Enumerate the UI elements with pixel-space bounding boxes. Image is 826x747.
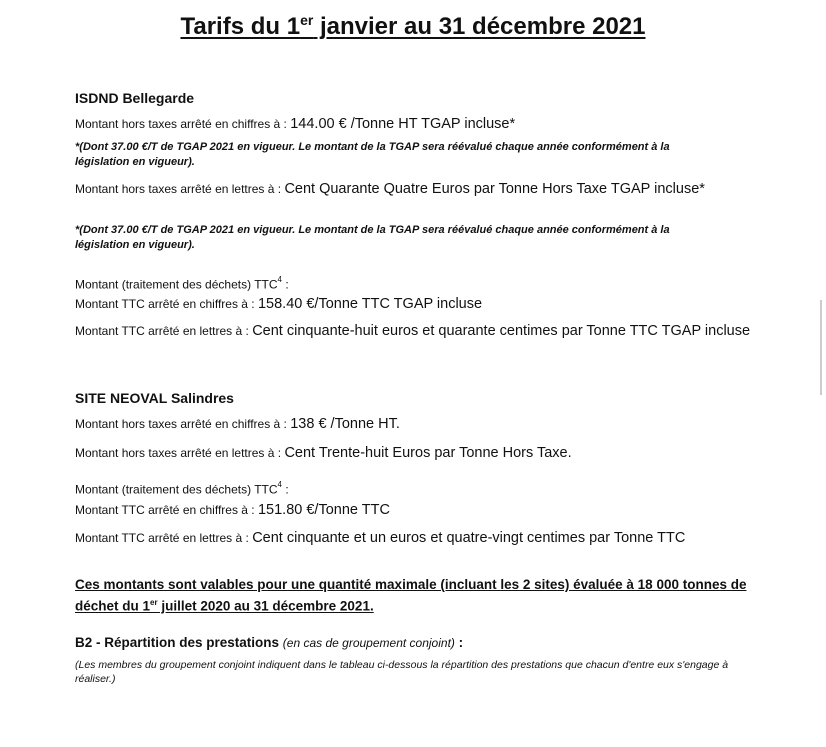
- site2-ttc-chiffres: [75, 500, 765, 520]
- validity-post: juillet 2020 au 31 décembre 2021.: [157, 598, 374, 614]
- site1-note1: *(Dont 37.00 €/T de TGAP 2021 en vigueur. Le montant de la TGAP sera réévalué chaque année conformément à la législation en vigueur).: [75, 141, 670, 168]
- site2-ttc-intro: [75, 475, 765, 499]
- site2-ht-chiffres-label: Montant hors taxes arrêté en chiffres à :: [75, 417, 291, 431]
- b2-heading-tail: :: [454, 635, 464, 650]
- site2-ht-chiffres: [75, 414, 765, 434]
- title-pre: Tarifs du 1: [180, 13, 301, 40]
- site1-ttc-chiffres: [75, 294, 765, 314]
- b2-heading: [75, 635, 463, 650]
- title-post: janvier au 31 décembre 2021: [313, 13, 646, 40]
- site2-heading: SITE NEOVAL Salindres: [75, 390, 234, 406]
- site1-ht-lettres: [75, 179, 755, 199]
- page-title: [0, 12, 826, 41]
- site2-ttc-lettres-value: Cent cinquante et un euros et quatre-vingt centimes par Tonne TTC: [252, 530, 686, 546]
- site2-ttc-chiffres-label: Montant TTC arrêté en chiffres à :: [75, 503, 258, 517]
- site1-ttc-lettres: [75, 321, 760, 341]
- site2-ht-lettres-label: Montant hors taxes arrêté en lettres à :: [75, 446, 285, 460]
- site1-ttc-chiffres-value: 158.40 €/Tonne TTC TGAP incluse: [257, 296, 483, 312]
- site1-ttc-intro-tail: :: [281, 277, 289, 292]
- site2-ht-lettres: [75, 443, 765, 463]
- site1-ttc-intro-sup: 4: [277, 275, 282, 284]
- site1-ht-lettres-value: Cent Quarante Quatre Euros par Tonne Hors Taxe TGAP incluse*: [284, 181, 705, 197]
- site1-heading: ISDND Bellegarde: [75, 90, 195, 106]
- site1-ht-chiffres-value: 144.00 € /Tonne HT TGAP incluse*: [290, 116, 516, 132]
- b2-note: (Les membres du groupement conjoint indiquent dans le tableau ci-dessous la répartition des prestations que chacun d'entre eux s'engage à réaliser.): [75, 659, 729, 685]
- site1-ht-lettres-label: Montant hors taxes arrêté en lettres à :: [75, 182, 285, 196]
- b2-heading-note: (en cas de groupement conjoint): [282, 636, 455, 650]
- validity-pre: Ces montants sont valables pour une quantité maximale (incluant les 2 sites) évaluée à 18 000 tonnes de déchet du 1: [75, 577, 747, 614]
- site1-ttc-intro-label: Montant (traitement des déchets) TTC: [75, 277, 278, 292]
- site1-ht-chiffres: [75, 114, 765, 134]
- validity-sup: er: [150, 598, 158, 607]
- site2-ttc-intro-sup: 4: [277, 480, 282, 489]
- site1-ttc-intro: [75, 270, 765, 294]
- site2-ttc-chiffres-value: 151.80 €/Tonne TTC: [257, 502, 390, 518]
- site2-ttc-lettres: [75, 528, 765, 548]
- title-sup: er: [300, 12, 314, 28]
- site2-ttc-intro-label: Montant (traitement des déchets) TTC: [75, 482, 278, 497]
- site2-ht-chiffres-value: 138 € /Tonne HT.: [290, 416, 400, 432]
- site2-ttc-intro-tail: :: [281, 482, 289, 497]
- title-text: [180, 13, 645, 40]
- site1-ht-chiffres-label: Montant hors taxes arrêté en chiffres à :: [75, 117, 291, 131]
- site1-ttc-chiffres-label: Montant TTC arrêté en chiffres à :: [75, 297, 258, 311]
- b2-heading-text: B2 - Répartition des prestations: [75, 635, 283, 650]
- validity-statement: [75, 576, 755, 616]
- scan-edge-mark: [820, 300, 822, 395]
- site1-note2: *(Dont 37.00 €/T de TGAP 2021 en vigueur. Le montant de la TGAP sera réévalué chaque année conformément à la législation en vigueur).: [75, 224, 670, 251]
- site1-ttc-lettres-label: Montant TTC arrêté en lettres à :: [75, 324, 253, 338]
- site1-ttc-lettres-value: Cent cinquante-huit euros et quarante centimes par Tonne TTC TGAP incluse: [252, 323, 751, 339]
- site2-ht-lettres-value: Cent Trente-huit Euros par Tonne Hors Taxe.: [284, 445, 572, 461]
- site2-ttc-lettres-label: Montant TTC arrêté en lettres à :: [75, 531, 253, 545]
